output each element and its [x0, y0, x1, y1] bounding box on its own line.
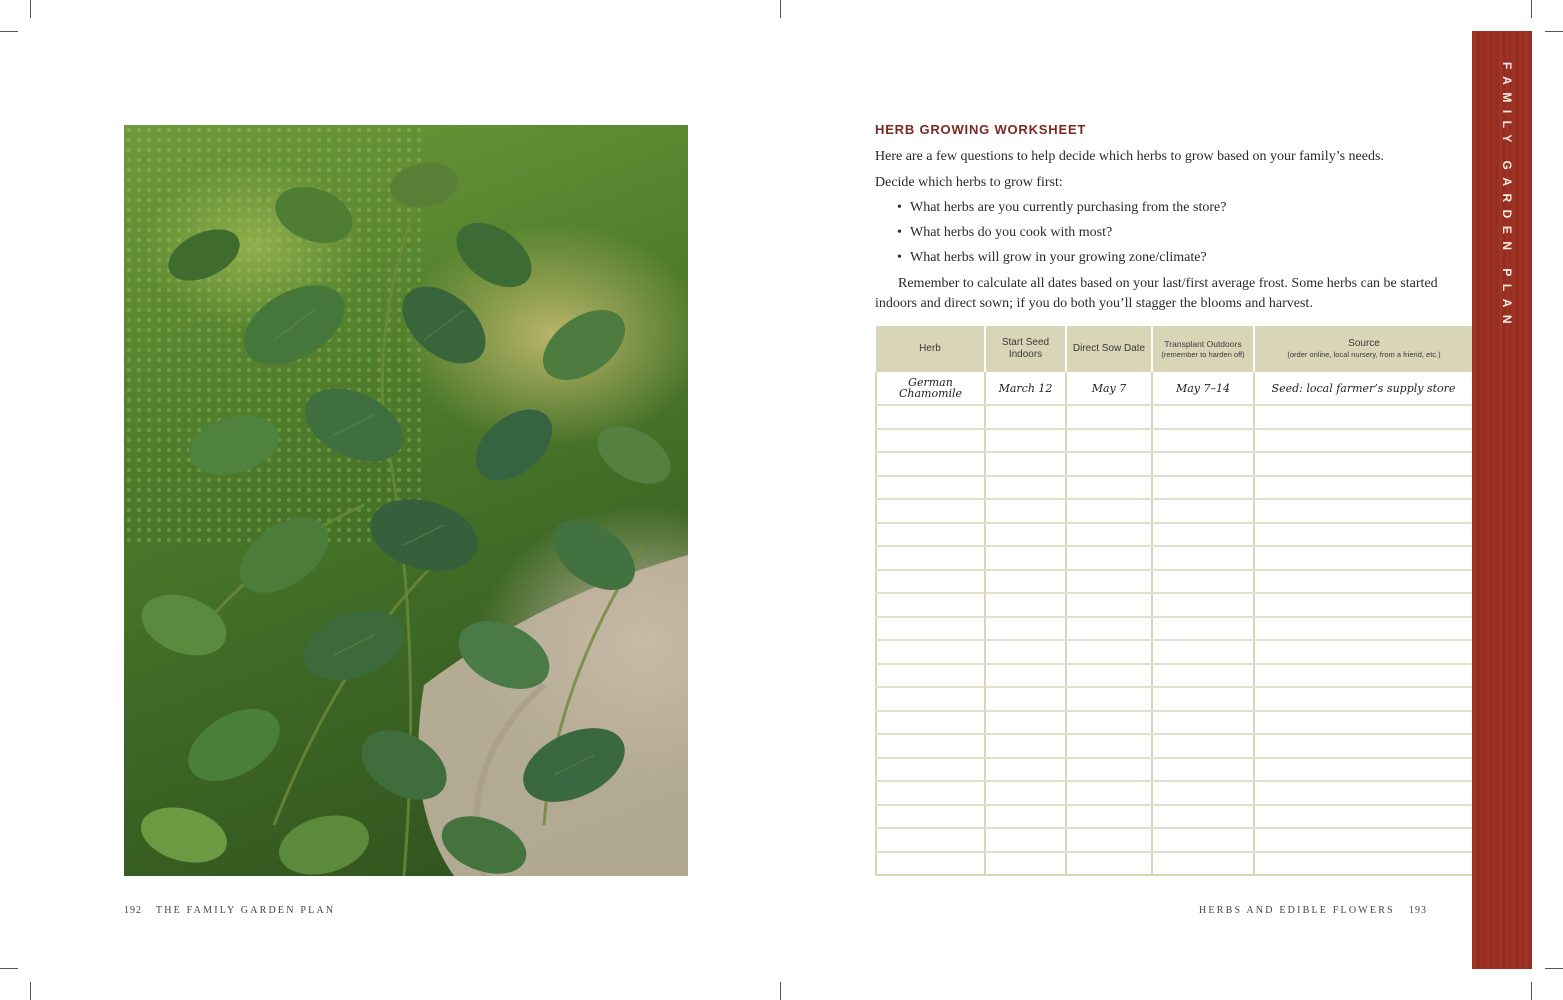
- table-row: [876, 593, 1473, 617]
- table-row: [876, 640, 1473, 664]
- empty-cell: [985, 523, 1066, 547]
- herb-worksheet-table: [875, 326, 1474, 876]
- empty-cell: [1254, 758, 1473, 782]
- empty-cell: [1066, 828, 1152, 852]
- table-row: [876, 546, 1473, 570]
- crop-mark: [1545, 968, 1563, 969]
- leaf-illustration-icon: [124, 125, 688, 876]
- empty-cell: [876, 593, 985, 617]
- crop-mark: [0, 31, 18, 32]
- header-herb: Herb: [876, 326, 985, 372]
- empty-cell: [1066, 664, 1152, 688]
- empty-cell: [876, 852, 985, 876]
- empty-cell: [1066, 546, 1152, 570]
- page-number-left: 192: [124, 905, 142, 916]
- question-text: What herbs will grow in your growing zone/climate?: [910, 250, 1207, 265]
- empty-cell: [1254, 664, 1473, 688]
- empty-cell: [876, 405, 985, 429]
- empty-cell: [1152, 452, 1254, 476]
- crop-mark: [1531, 982, 1532, 1000]
- empty-cell: [1066, 429, 1152, 453]
- folio-right: [1199, 905, 1427, 916]
- oregano-plant-photo: [124, 125, 688, 876]
- empty-cell: [985, 805, 1066, 829]
- empty-cell: [1254, 546, 1473, 570]
- question-text: What herbs are you currently purchasing from the store?: [910, 200, 1227, 215]
- table-row: [876, 452, 1473, 476]
- worksheet-title: HERB GROWING WORKSHEET: [875, 122, 1087, 137]
- empty-cell: [1066, 617, 1152, 641]
- folio-left: [124, 905, 335, 916]
- header-source: [1254, 326, 1473, 372]
- empty-cell: [876, 687, 985, 711]
- list-item: [897, 198, 1226, 223]
- empty-cell: [1254, 429, 1473, 453]
- header-transplant-note: (remember to harden off): [1161, 349, 1245, 359]
- empty-cell: [876, 758, 985, 782]
- empty-cell: [876, 805, 985, 829]
- table-row: [876, 405, 1473, 429]
- empty-cell: [1254, 617, 1473, 641]
- empty-cell: [1254, 781, 1473, 805]
- bullet-icon: •: [897, 225, 902, 240]
- empty-cell: [1066, 734, 1152, 758]
- empty-cell: [985, 405, 1066, 429]
- empty-cell: [1066, 711, 1152, 735]
- book-title: THE FAMILY GARDEN PLAN: [155, 905, 336, 916]
- empty-cell: [1152, 617, 1254, 641]
- empty-cell: [1254, 734, 1473, 758]
- table-row: [876, 617, 1473, 641]
- empty-cell: [985, 687, 1066, 711]
- empty-cell: [1152, 405, 1254, 429]
- empty-cell: [985, 734, 1066, 758]
- empty-cell: [985, 452, 1066, 476]
- table-row: [876, 429, 1473, 453]
- empty-cell: [985, 664, 1066, 688]
- empty-cell: [876, 828, 985, 852]
- cell-direct-sow: May 7: [1066, 372, 1152, 405]
- table-row: [876, 476, 1473, 500]
- crop-mark: [0, 968, 18, 969]
- empty-cell: [1152, 429, 1254, 453]
- table-row: [876, 499, 1473, 523]
- page-number-right: 193: [1408, 905, 1427, 916]
- header-direct-sow-date: Direct Sow Date: [1066, 326, 1152, 372]
- empty-cell: [1066, 781, 1152, 805]
- empty-cell: [1152, 640, 1254, 664]
- empty-cell: [876, 617, 985, 641]
- chapter-title: HERBS AND EDIBLE FLOWERS: [1199, 905, 1395, 916]
- empty-cell: [1066, 405, 1152, 429]
- table-row: [876, 664, 1473, 688]
- empty-cell: [1152, 781, 1254, 805]
- empty-cell: [985, 758, 1066, 782]
- empty-cell: [1066, 523, 1152, 547]
- empty-cell: [1066, 640, 1152, 664]
- empty-cell: [876, 429, 985, 453]
- empty-cell: [985, 711, 1066, 735]
- empty-cell: [1254, 405, 1473, 429]
- header-source-note: (order online, local nursery, from a friend, etc.): [1287, 350, 1441, 359]
- table-row: [876, 570, 1473, 594]
- empty-cell: [985, 640, 1066, 664]
- empty-cell: [1152, 664, 1254, 688]
- empty-cell: [985, 828, 1066, 852]
- empty-cell: [1254, 852, 1473, 876]
- empty-cell: [1254, 805, 1473, 829]
- empty-cell: [985, 499, 1066, 523]
- worksheet-decide-prompt: Decide which herbs to grow first:: [875, 175, 1063, 190]
- empty-cell: [985, 852, 1066, 876]
- empty-cell: [876, 452, 985, 476]
- empty-cell: [1152, 805, 1254, 829]
- empty-cell: [1152, 499, 1254, 523]
- worksheet-frost-note: Remember to calculate all dates based on your last/first average frost. Some herbs can be started indoors and direct sown; if you do both you’ll stagger the blooms and harvest.: [875, 276, 1438, 311]
- worksheet-question-list: [897, 198, 1226, 273]
- table-row: [876, 852, 1473, 876]
- empty-cell: [1254, 499, 1473, 523]
- empty-cell: [985, 593, 1066, 617]
- empty-cell: [876, 570, 985, 594]
- empty-cell: [1254, 711, 1473, 735]
- cell-start-seed: March 12: [985, 372, 1066, 405]
- empty-cell: [876, 734, 985, 758]
- empty-cell: [1066, 852, 1152, 876]
- bullet-icon: •: [897, 250, 902, 265]
- empty-cell: [1066, 805, 1152, 829]
- empty-cell: [1066, 687, 1152, 711]
- empty-cell: [1152, 852, 1254, 876]
- empty-cell: [1152, 593, 1254, 617]
- cell-transplant: May 7–14: [1152, 372, 1254, 405]
- empty-cell: [1254, 476, 1473, 500]
- empty-cell: [876, 476, 985, 500]
- empty-cell: [1254, 523, 1473, 547]
- empty-cell: [985, 570, 1066, 594]
- empty-cell: [1066, 758, 1152, 782]
- table-row: [876, 523, 1473, 547]
- empty-cell: [1152, 828, 1254, 852]
- empty-cell: [876, 640, 985, 664]
- empty-cell: [1066, 452, 1152, 476]
- empty-cell: [1066, 499, 1152, 523]
- table-row: [876, 372, 1473, 405]
- empty-cell: [876, 781, 985, 805]
- header-transplant-outdoors: [1152, 326, 1254, 372]
- table-row: [876, 805, 1473, 829]
- header-source-label: Source: [1348, 338, 1380, 349]
- header-start-seed-indoors: Start Seed Indoors: [985, 326, 1066, 372]
- list-item: [897, 223, 1226, 248]
- crop-mark: [30, 982, 31, 1000]
- empty-cell: [1254, 687, 1473, 711]
- table-row: [876, 734, 1473, 758]
- table-row: [876, 781, 1473, 805]
- empty-cell: [985, 617, 1066, 641]
- side-tab-label: FAMILY GARDEN PLAN: [1500, 62, 1514, 332]
- cell-herb: German Chamomile: [876, 372, 985, 405]
- empty-cell: [876, 523, 985, 547]
- empty-cell: [876, 664, 985, 688]
- empty-cell: [985, 476, 1066, 500]
- empty-cell: [1152, 523, 1254, 547]
- worksheet-rows: [876, 372, 1473, 875]
- empty-cell: [1254, 640, 1473, 664]
- empty-cell: [985, 546, 1066, 570]
- crop-mark: [780, 982, 781, 1000]
- header-transplant-label: Transplant Outdoors: [1164, 338, 1242, 349]
- table-header-row: [876, 326, 1473, 372]
- empty-cell: [1152, 758, 1254, 782]
- empty-cell: [1152, 476, 1254, 500]
- table-row: [876, 828, 1473, 852]
- question-text: What herbs do you cook with most?: [910, 225, 1113, 240]
- empty-cell: [1152, 711, 1254, 735]
- empty-cell: [1254, 828, 1473, 852]
- table-row: [876, 711, 1473, 735]
- crop-mark: [1545, 31, 1563, 32]
- list-item: [897, 248, 1226, 273]
- empty-cell: [1066, 570, 1152, 594]
- empty-cell: [1254, 452, 1473, 476]
- crop-mark: [780, 0, 781, 18]
- empty-cell: [876, 711, 985, 735]
- empty-cell: [1152, 734, 1254, 758]
- empty-cell: [1254, 570, 1473, 594]
- bullet-icon: •: [897, 200, 902, 215]
- empty-cell: [1066, 476, 1152, 500]
- empty-cell: [985, 781, 1066, 805]
- empty-cell: [1152, 546, 1254, 570]
- empty-cell: [1152, 570, 1254, 594]
- empty-cell: [1066, 593, 1152, 617]
- crop-mark: [30, 0, 31, 18]
- empty-cell: [1152, 687, 1254, 711]
- empty-cell: [985, 429, 1066, 453]
- table-row: [876, 687, 1473, 711]
- empty-cell: [1254, 593, 1473, 617]
- crop-mark: [1531, 0, 1532, 18]
- empty-cell: [876, 499, 985, 523]
- empty-cell: [876, 546, 985, 570]
- table-row: [876, 758, 1473, 782]
- cell-source: Seed: local farmer’s supply store: [1254, 372, 1473, 405]
- worksheet-intro: Here are a few questions to help decide which herbs to grow based on your family’s needs.: [875, 149, 1384, 164]
